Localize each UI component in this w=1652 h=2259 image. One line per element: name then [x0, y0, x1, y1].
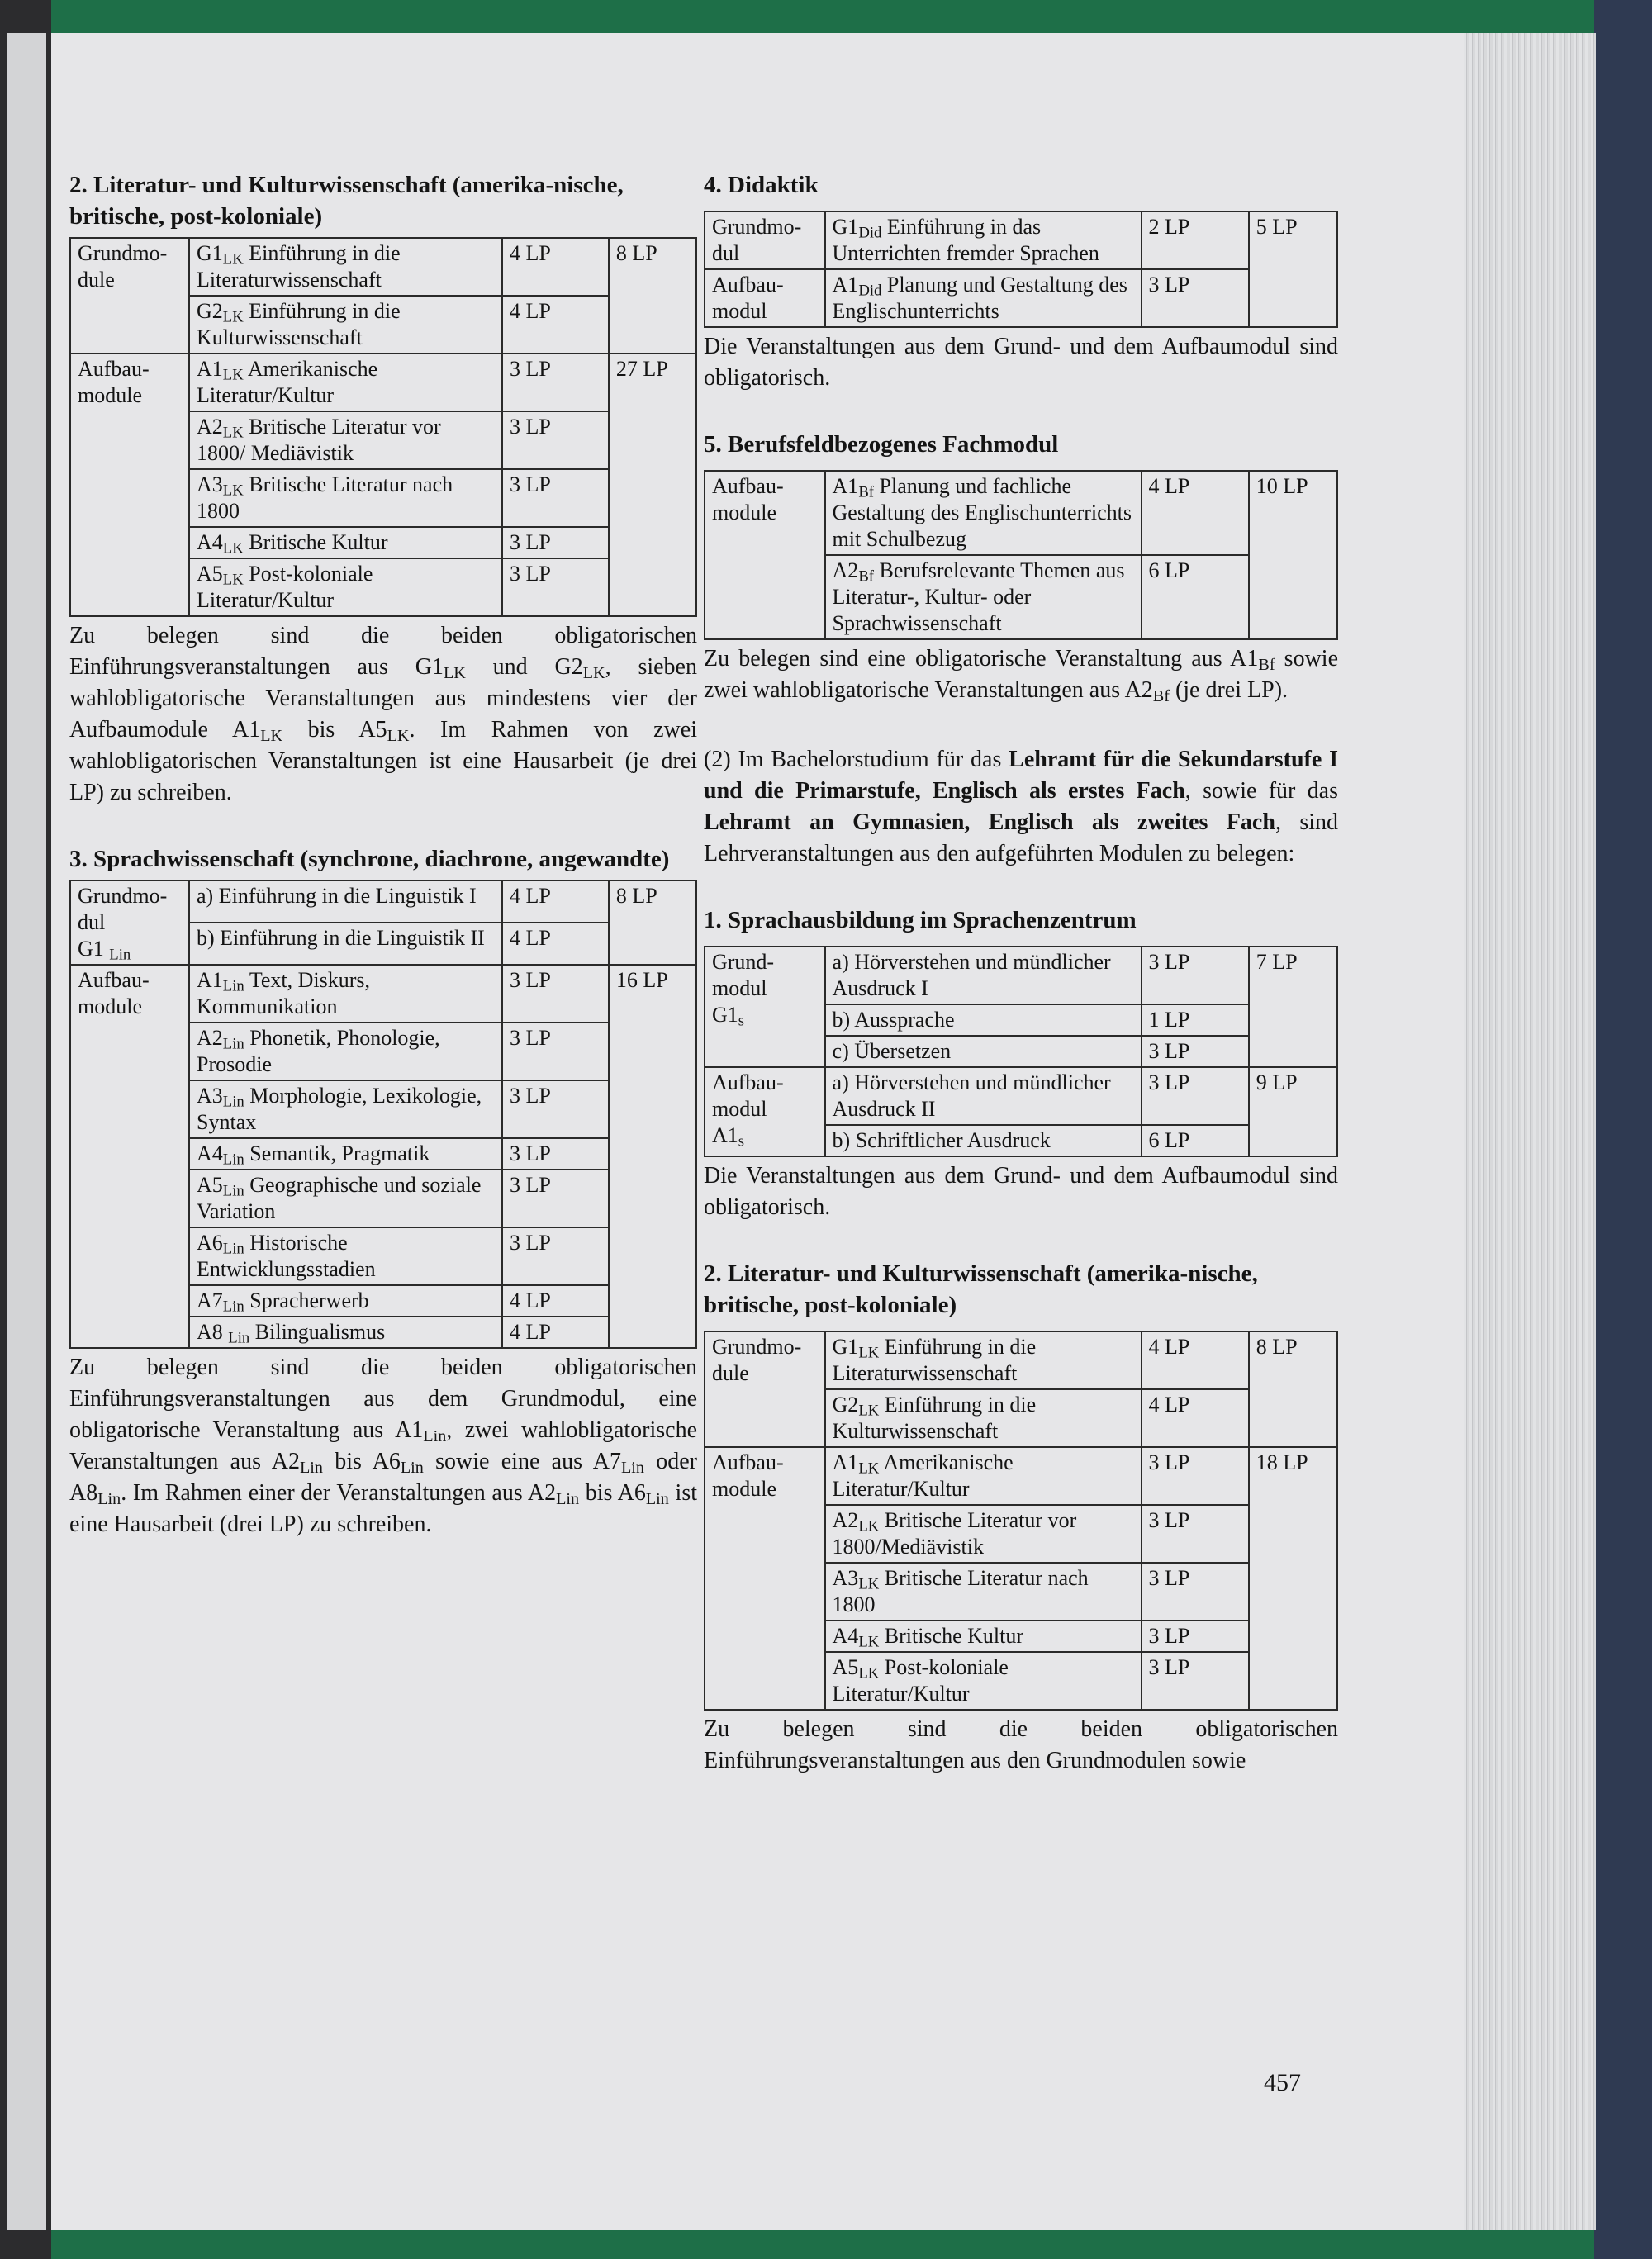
credit-cell: 3 LP	[502, 1023, 609, 1080]
course-cell: b) Aussprache	[825, 1004, 1142, 1036]
group-label: Aufbau-module	[70, 965, 189, 1348]
module-table-didactics	[704, 211, 1338, 328]
course-cell: $A2_{LK}$ Britische Literatur vor 1800/Mediävistik	[825, 1505, 1142, 1563]
table-row	[705, 1331, 1337, 1389]
table-row	[70, 880, 696, 923]
group-label: Aufbau-module	[705, 1447, 825, 1710]
course-cell: $G1_{LK}$ Einführung in die Literaturwissenschaft	[825, 1331, 1142, 1389]
credit-cell: 4 LP	[502, 1317, 609, 1348]
table-row	[705, 269, 1337, 327]
course-cell: $A1_{LK}$ Amerikanische Literatur/Kultur	[189, 354, 502, 411]
credit-cell: 4 LP	[1142, 1389, 1249, 1447]
credit-cell: 4 LP	[502, 1285, 609, 1317]
module-table-literature	[69, 237, 697, 617]
total-cell: 5 LP	[1249, 211, 1337, 327]
credit-cell: 4 LP	[502, 923, 609, 965]
credit-cell: 4 LP	[502, 880, 609, 923]
course-cell: $G1_{Did}$ Einführung in das Unterrichten fremder Sprachen	[825, 211, 1142, 269]
module-table-literature-2	[704, 1331, 1338, 1711]
table-row	[70, 354, 696, 411]
course-cell: $A6_{Lin}$ Historische Entwicklungsstadien	[189, 1227, 502, 1285]
course-cell: $A5_{LK}$ Post-koloniale Literatur/Kultur	[825, 1652, 1142, 1710]
section-heading-linguistics: 3. Sprachwissenschaft (synchrone, diachrone, angewandte)	[69, 846, 670, 872]
credit-cell: 1 LP	[1142, 1004, 1249, 1036]
course-cell: b) Einführung in die Linguistik II	[189, 923, 502, 965]
course-cell: a) Hörverstehen und mündlicher Ausdruck I	[825, 947, 1142, 1004]
group-label: Aufbau-modul	[705, 269, 825, 327]
table-row	[705, 1447, 1337, 1505]
total-cell: 27 LP	[609, 354, 696, 616]
course-cell: $A7_{Lin}$ Spracherwerb	[189, 1285, 502, 1317]
previous-page-edge	[7, 33, 46, 2230]
credit-cell: 3 LP	[1142, 1621, 1249, 1652]
course-cell: $A4_{Lin}$ Semantik, Pragmatik	[189, 1138, 502, 1170]
course-cell: $A2_{LK}$ Britische Literatur vor 1800/ Mediävistik	[189, 411, 502, 469]
group-label: Aufbau-modul $A1_s$	[705, 1067, 825, 1156]
credit-cell: 3 LP	[502, 469, 609, 527]
credit-cell: 4 LP	[502, 296, 609, 354]
group-label: Aufbau-module	[70, 354, 189, 616]
table-row	[705, 211, 1337, 269]
book-cover-edge	[1594, 0, 1652, 2259]
table-row	[705, 471, 1337, 555]
page-number: 457	[1264, 2069, 1301, 2096]
paragraph-teaching-degree: (2) Im Bachelorstudium für das Lehramt für die Sekundarstufe I und die Primarstufe, Englisch als erstes Fach, sowie für das Lehramt an Gymnasien, Englisch als zweites Fach, sind Lehrveranstaltungen aus den aufgeführten Modulen zu belegen:	[704, 747, 1338, 866]
total-cell: 7 LP	[1249, 947, 1337, 1067]
credit-cell: 6 LP	[1142, 1125, 1249, 1156]
group-label: Grund-modul $G1_s$	[705, 947, 825, 1067]
course-cell: $A1_{Lin}$ Text, Diskurs, Kommunikation	[189, 965, 502, 1023]
course-cell: $A1_{LK}$ Amerikanische Literatur/Kultur	[825, 1447, 1142, 1505]
credit-cell: 3 LP	[502, 354, 609, 411]
note-didactics: Die Veranstaltungen aus dem Grund- und dem Aufbaumodul sind obligatorisch.	[704, 334, 1338, 391]
credit-cell: 3 LP	[502, 1227, 609, 1285]
credit-cell: 3 LP	[1142, 1652, 1249, 1710]
table-row	[705, 947, 1337, 1004]
right-column	[704, 169, 1338, 1777]
note-literature: Zu belegen sind die beiden obligatorischen Einführungsveranstaltungen aus $G1_{LK}$ und $G2_{LK}$, sieben wahlobligatorische Veranstaltungen aus mindestens vier der Aufbaumodule $A1_{LK}$ bis $A5_{LK}$. Im Rahmen von zwei wahlobligatorischen Veranstaltungen ist eine Hausarbeit (je drei LP) zu schreiben.	[69, 623, 697, 805]
left-column	[69, 169, 697, 1540]
total-cell: 10 LP	[1249, 471, 1337, 639]
course-cell: $G2_{LK}$ Einführung in die Kulturwissenschaft	[189, 296, 502, 354]
course-cell: $A3_{LK}$ Britische Literatur nach 1800	[825, 1563, 1142, 1621]
group-label: Aufbau-module	[705, 471, 825, 639]
credit-cell: 3 LP	[502, 527, 609, 558]
credit-cell: 3 LP	[502, 965, 609, 1023]
section-heading-literature-2: 2. Literatur- und Kulturwissenschaft (amerika-nische, britische, post-koloniale)	[704, 1260, 1258, 1318]
credit-cell: 4 LP	[1142, 471, 1249, 555]
section-heading-didactics: 4. Didaktik	[704, 172, 819, 198]
table-row	[705, 1067, 1337, 1125]
section-heading-language-training: 1. Sprachausbildung im Sprachenzentrum	[704, 907, 1137, 933]
credit-cell: 3 LP	[502, 411, 609, 469]
course-cell: $A1_{Bf}$ Planung und fachliche Gestaltung des Englischunterrichts mit Schulbezug	[825, 471, 1142, 555]
table-row	[70, 965, 696, 1023]
course-cell: a) Einführung in die Linguistik I	[189, 880, 502, 923]
course-cell: $A3_{Lin}$ Morphologie, Lexikologie, Syntax	[189, 1080, 502, 1138]
page-stack-edge	[1464, 33, 1596, 2230]
course-cell: $G1_{LK}$ Einführung in die Literaturwissenschaft	[189, 238, 502, 296]
note-linguistics: Zu belegen sind die beiden obligatorischen Einführungsveranstaltungen aus dem Grundmodul, eine obligatorische Veranstaltung aus $A1_{Lin}$, zwei wahlobligatorische Veranstaltungen aus $A2_{Lin}$ bis $A6_{Lin}$ sowie eine aus $A7_{Lin}$ oder $A8_{Lin}$. Im Rahmen einer der Veranstaltungen aus $A2_{Lin}$ bis $A6_{Lin}$ ist eine Hausarbeit (drei LP) zu schreiben.	[69, 1355, 698, 1537]
group-label: Grundmo-dul G1 $_{Lin}$	[70, 880, 189, 965]
table-row	[70, 238, 696, 296]
course-cell: A8 $_{Lin}$ Bilingualismus	[189, 1317, 502, 1348]
course-cell: c) Übersetzen	[825, 1036, 1142, 1067]
section-heading-literature: 2. Literatur- und Kulturwissenschaft (amerika-nische, britische, post-koloniale)	[69, 172, 624, 230]
credit-cell: 6 LP	[1142, 555, 1249, 639]
group-label: Grundmo-dule	[70, 238, 189, 354]
course-cell: $A2_{Lin}$ Phonetik, Phonologie, Prosodie	[189, 1023, 502, 1080]
course-cell: $A5_{LK}$ Post-koloniale Literatur/Kultur	[189, 558, 502, 616]
credit-cell: 3 LP	[1142, 947, 1249, 1004]
section-heading-professional: 5. Berufsfeldbezogenes Fachmodul	[704, 431, 1059, 458]
module-table-professional	[704, 470, 1338, 640]
group-label: Grundmo-dule	[705, 1331, 825, 1447]
credit-cell: 2 LP	[1142, 211, 1249, 269]
course-cell: $G2_{LK}$ Einführung in die Kulturwissenschaft	[825, 1389, 1142, 1447]
book-edge-left	[0, 0, 51, 2259]
credit-cell: 3 LP	[1142, 1036, 1249, 1067]
group-label: Grundmo-dul	[705, 211, 825, 269]
credit-cell: 3 LP	[1142, 1447, 1249, 1505]
total-cell: 8 LP	[609, 238, 696, 354]
course-cell: a) Hörverstehen und mündlicher Ausdruck II	[825, 1067, 1142, 1125]
total-cell: 8 LP	[609, 880, 696, 965]
module-table-linguistics	[69, 880, 697, 1349]
course-cell: $A4_{LK}$ Britische Kultur	[189, 527, 502, 558]
credit-cell: 3 LP	[1142, 1563, 1249, 1621]
total-cell: 18 LP	[1249, 1447, 1337, 1710]
course-cell: $A3_{LK}$ Britische Literatur nach 1800	[189, 469, 502, 527]
note-professional: Zu belegen sind eine obligatorische Veranstaltung aus $A1_{Bf}$ sowie zwei wahlobligatorische Veranstaltungen aus $A2_{Bf}$ (je drei LP).	[704, 646, 1338, 706]
course-cell: b) Schriftlicher Ausdruck	[825, 1125, 1142, 1156]
credit-cell: 3 LP	[502, 1170, 609, 1227]
course-cell: $A2_{Bf}$ Berufsrelevante Themen aus Literatur-, Kultur- oder Sprachwissenschaft	[825, 555, 1142, 639]
credit-cell: 3 LP	[502, 1138, 609, 1170]
module-table-language-training	[704, 946, 1338, 1157]
note-literature-2: Zu belegen sind die beiden obligatorischen Einführungsveranstaltungen aus den Grundmodulen sowie	[704, 1716, 1338, 1773]
total-cell: 9 LP	[1249, 1067, 1337, 1156]
credit-cell: 3 LP	[502, 558, 609, 616]
credit-cell: 4 LP	[502, 238, 609, 296]
course-cell: $A1_{Did}$ Planung und Gestaltung des Englischunterrichts	[825, 269, 1142, 327]
credit-cell: 3 LP	[1142, 1067, 1249, 1125]
credit-cell: 3 LP	[1142, 269, 1249, 327]
credit-cell: 3 LP	[1142, 1505, 1249, 1563]
credit-cell: 3 LP	[502, 1080, 609, 1138]
course-cell: $A4_{LK}$ Britische Kultur	[825, 1621, 1142, 1652]
note-language-training: Die Veranstaltungen aus dem Grund- und dem Aufbaumodul sind obligatorisch.	[704, 1163, 1338, 1220]
course-cell: $A5_{Lin}$ Geographische und soziale Variation	[189, 1170, 502, 1227]
credit-cell: 4 LP	[1142, 1331, 1249, 1389]
total-cell: 8 LP	[1249, 1331, 1337, 1447]
total-cell: 16 LP	[609, 965, 696, 1348]
